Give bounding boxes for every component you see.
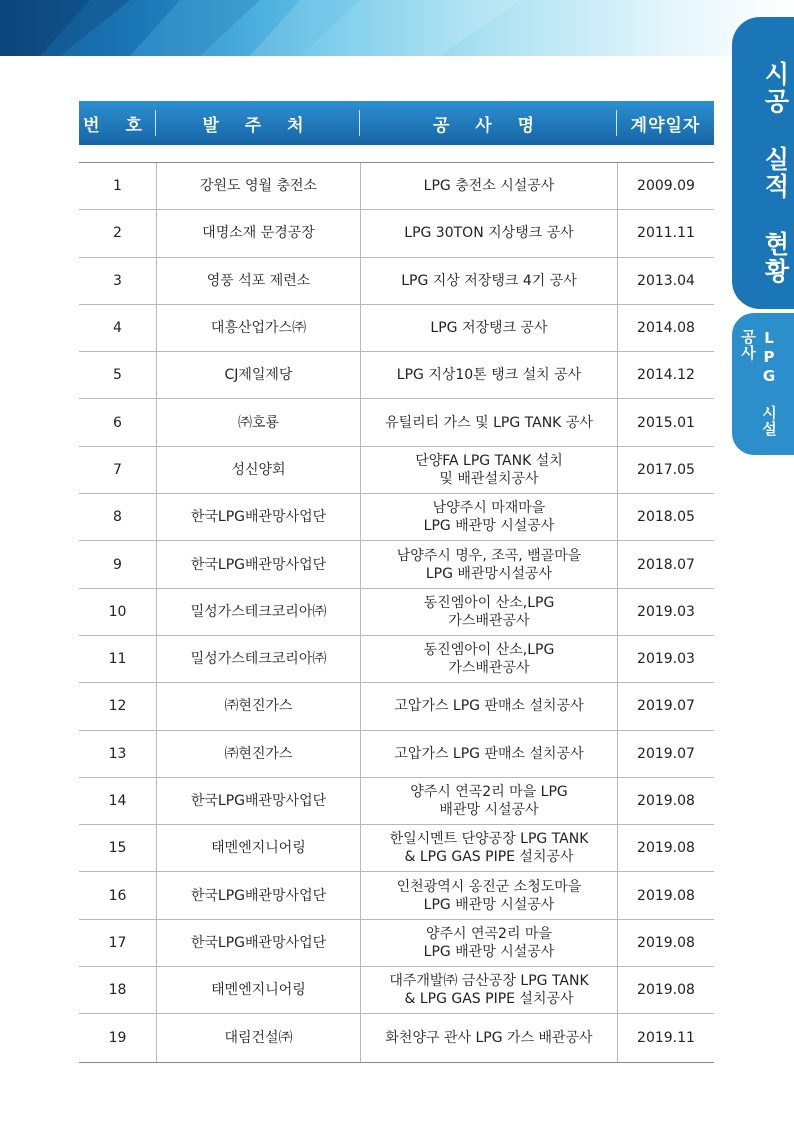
row-client: 한국LPG배관망사업단	[156, 872, 360, 918]
row-date: 2019.08	[617, 872, 714, 918]
row-date: 2019.03	[617, 636, 714, 682]
row-date: 2019.08	[617, 825, 714, 871]
table-row	[79, 589, 714, 636]
row-project: 유틸리티 가스 및 LPG TANK 공사	[360, 399, 617, 445]
table-row	[79, 399, 714, 446]
row-client: 대흥산업가스㈜	[156, 305, 360, 351]
header-client: 발 주 처	[156, 101, 360, 145]
row-client: 태멘엔지니어링	[156, 825, 360, 871]
row-number: 18	[108, 982, 127, 999]
row-number: 1	[113, 178, 122, 195]
row-number: 10	[108, 603, 127, 620]
row-number: 3	[113, 272, 122, 289]
row-client: 영풍 석포 제련소	[156, 258, 360, 304]
row-date: 2018.05	[617, 494, 714, 540]
table-row	[79, 352, 714, 399]
row-project: 인천광역시 옹진군 소청도마을 LPG 배관망 시설공사	[360, 872, 617, 918]
row-client: ㈜현진가스	[156, 731, 360, 777]
row-project: 고압가스 LPG 판매소 설치공사	[360, 683, 617, 729]
table-row	[79, 967, 714, 1014]
table-row	[79, 305, 714, 352]
row-client: 밀성가스테크코리아㈜	[156, 636, 360, 682]
row-client: 한국LPG배관망사업단	[156, 494, 360, 540]
row-date: 2009.09	[617, 163, 714, 209]
side-tab-main-label: 시공 실적 현황	[761, 61, 790, 285]
row-number: 15	[108, 840, 127, 857]
row-client: ㈜현진가스	[156, 683, 360, 729]
row-project: LPG 지상10톤 탱크 설치 공사	[360, 352, 617, 398]
row-project: LPG 충전소 시설공사	[360, 163, 617, 209]
header-date: 계약일자	[630, 115, 701, 136]
table-row	[79, 683, 714, 730]
table-row	[79, 494, 714, 541]
row-number: 17	[108, 934, 127, 951]
row-number: 19	[108, 1029, 127, 1046]
row-project: 남양주시 마재마을 LPG 배관망 시설공사	[360, 494, 617, 540]
row-number: 16	[108, 887, 127, 904]
top-banner	[0, 0, 794, 56]
row-date: 2015.01	[617, 399, 714, 445]
row-date: 2019.08	[617, 967, 714, 1013]
row-client: CJ제일제당	[156, 352, 360, 398]
row-number: 4	[113, 320, 122, 337]
row-project: LPG 저장탱크 공사	[360, 305, 617, 351]
row-date: 2019.03	[617, 589, 714, 635]
project-table	[79, 162, 714, 1063]
row-date: 2019.11	[617, 1014, 714, 1061]
row-project: 단양FA LPG TANK 설치 및 배관설치공사	[360, 447, 617, 493]
row-project: 양주시 연곡2리 마을 LPG 배관망 시설공사	[360, 920, 617, 966]
row-client: 한국LPG배관망사업단	[156, 778, 360, 824]
row-project: 고압가스 LPG 판매소 설치공사	[360, 731, 617, 777]
table-row	[79, 731, 714, 778]
row-project: 한일시멘트 단양공장 LPG TANK & LPG GAS PIPE 설치공사	[360, 825, 617, 871]
row-number: 2	[113, 225, 122, 242]
row-number: 9	[113, 556, 122, 573]
row-project: 화천양구 관사 LPG 가스 배관공사	[360, 1014, 617, 1061]
row-client: 한국LPG배관망사업단	[156, 541, 360, 587]
table-row	[79, 872, 714, 919]
side-tab-sub[interactable]	[732, 313, 794, 455]
table-row	[79, 163, 714, 210]
row-client: 강원도 영월 충전소	[156, 163, 360, 209]
row-number: 7	[113, 461, 122, 478]
side-tab-sub-label: LPG 시설 공사	[739, 329, 778, 437]
row-project: 양주시 연곡2리 마을 LPG 배관망 시설공사	[360, 778, 617, 824]
row-project: LPG 30TON 지상탱크 공사	[360, 210, 617, 256]
table-row	[79, 778, 714, 825]
row-client: ㈜호룡	[156, 399, 360, 445]
table-row	[79, 825, 714, 872]
row-date: 2019.07	[617, 683, 714, 729]
row-client: 성신양회	[156, 447, 360, 493]
side-tab-main[interactable]	[732, 17, 794, 309]
banner-decoration	[0, 0, 794, 56]
row-project: LPG 지상 저장탱크 4기 공사	[360, 258, 617, 304]
row-project: 남양주시 명우, 조곡, 뱀골마을 LPG 배관망시설공사	[360, 541, 617, 587]
table-header	[79, 101, 714, 145]
row-date: 2014.08	[617, 305, 714, 351]
row-project: 동진엠아이 산소,LPG 가스배관공사	[360, 636, 617, 682]
row-number: 6	[113, 414, 122, 431]
row-number: 13	[108, 745, 127, 762]
row-client: 한국LPG배관망사업단	[156, 920, 360, 966]
row-date: 2017.05	[617, 447, 714, 493]
row-date: 2014.12	[617, 352, 714, 398]
header-no: 번 호	[79, 101, 156, 145]
row-date: 2011.11	[617, 210, 714, 256]
table-row	[79, 636, 714, 683]
row-client: 대림건설㈜	[156, 1014, 360, 1061]
table-row	[79, 920, 714, 967]
row-number: 12	[108, 698, 127, 715]
table-row	[79, 447, 714, 494]
row-client: 밀성가스테크코리아㈜	[156, 589, 360, 635]
row-number: 14	[108, 793, 127, 809]
row-date: 2018.07	[617, 541, 714, 587]
table-row	[79, 1014, 714, 1061]
row-number: 8	[113, 509, 122, 526]
row-project: 대주개발㈜ 금산공장 LPG TANK & LPG GAS PIPE 설치공사	[360, 967, 617, 1013]
table-row	[79, 541, 714, 588]
row-date: 2019.07	[617, 731, 714, 777]
table-row	[79, 258, 714, 305]
row-date: 2019.08	[617, 920, 714, 966]
row-project: 동진엠아이 산소,LPG 가스배관공사	[360, 589, 617, 635]
row-client: 태멘엔지니어링	[156, 967, 360, 1013]
row-client: 대명소재 문경공장	[156, 210, 360, 256]
row-number: 11	[108, 651, 127, 668]
row-date: 2013.04	[617, 258, 714, 304]
row-number: 5	[113, 367, 122, 384]
row-date: 2019.08	[617, 778, 714, 824]
header-project: 공 사 명	[360, 101, 617, 145]
table-row	[79, 210, 714, 257]
